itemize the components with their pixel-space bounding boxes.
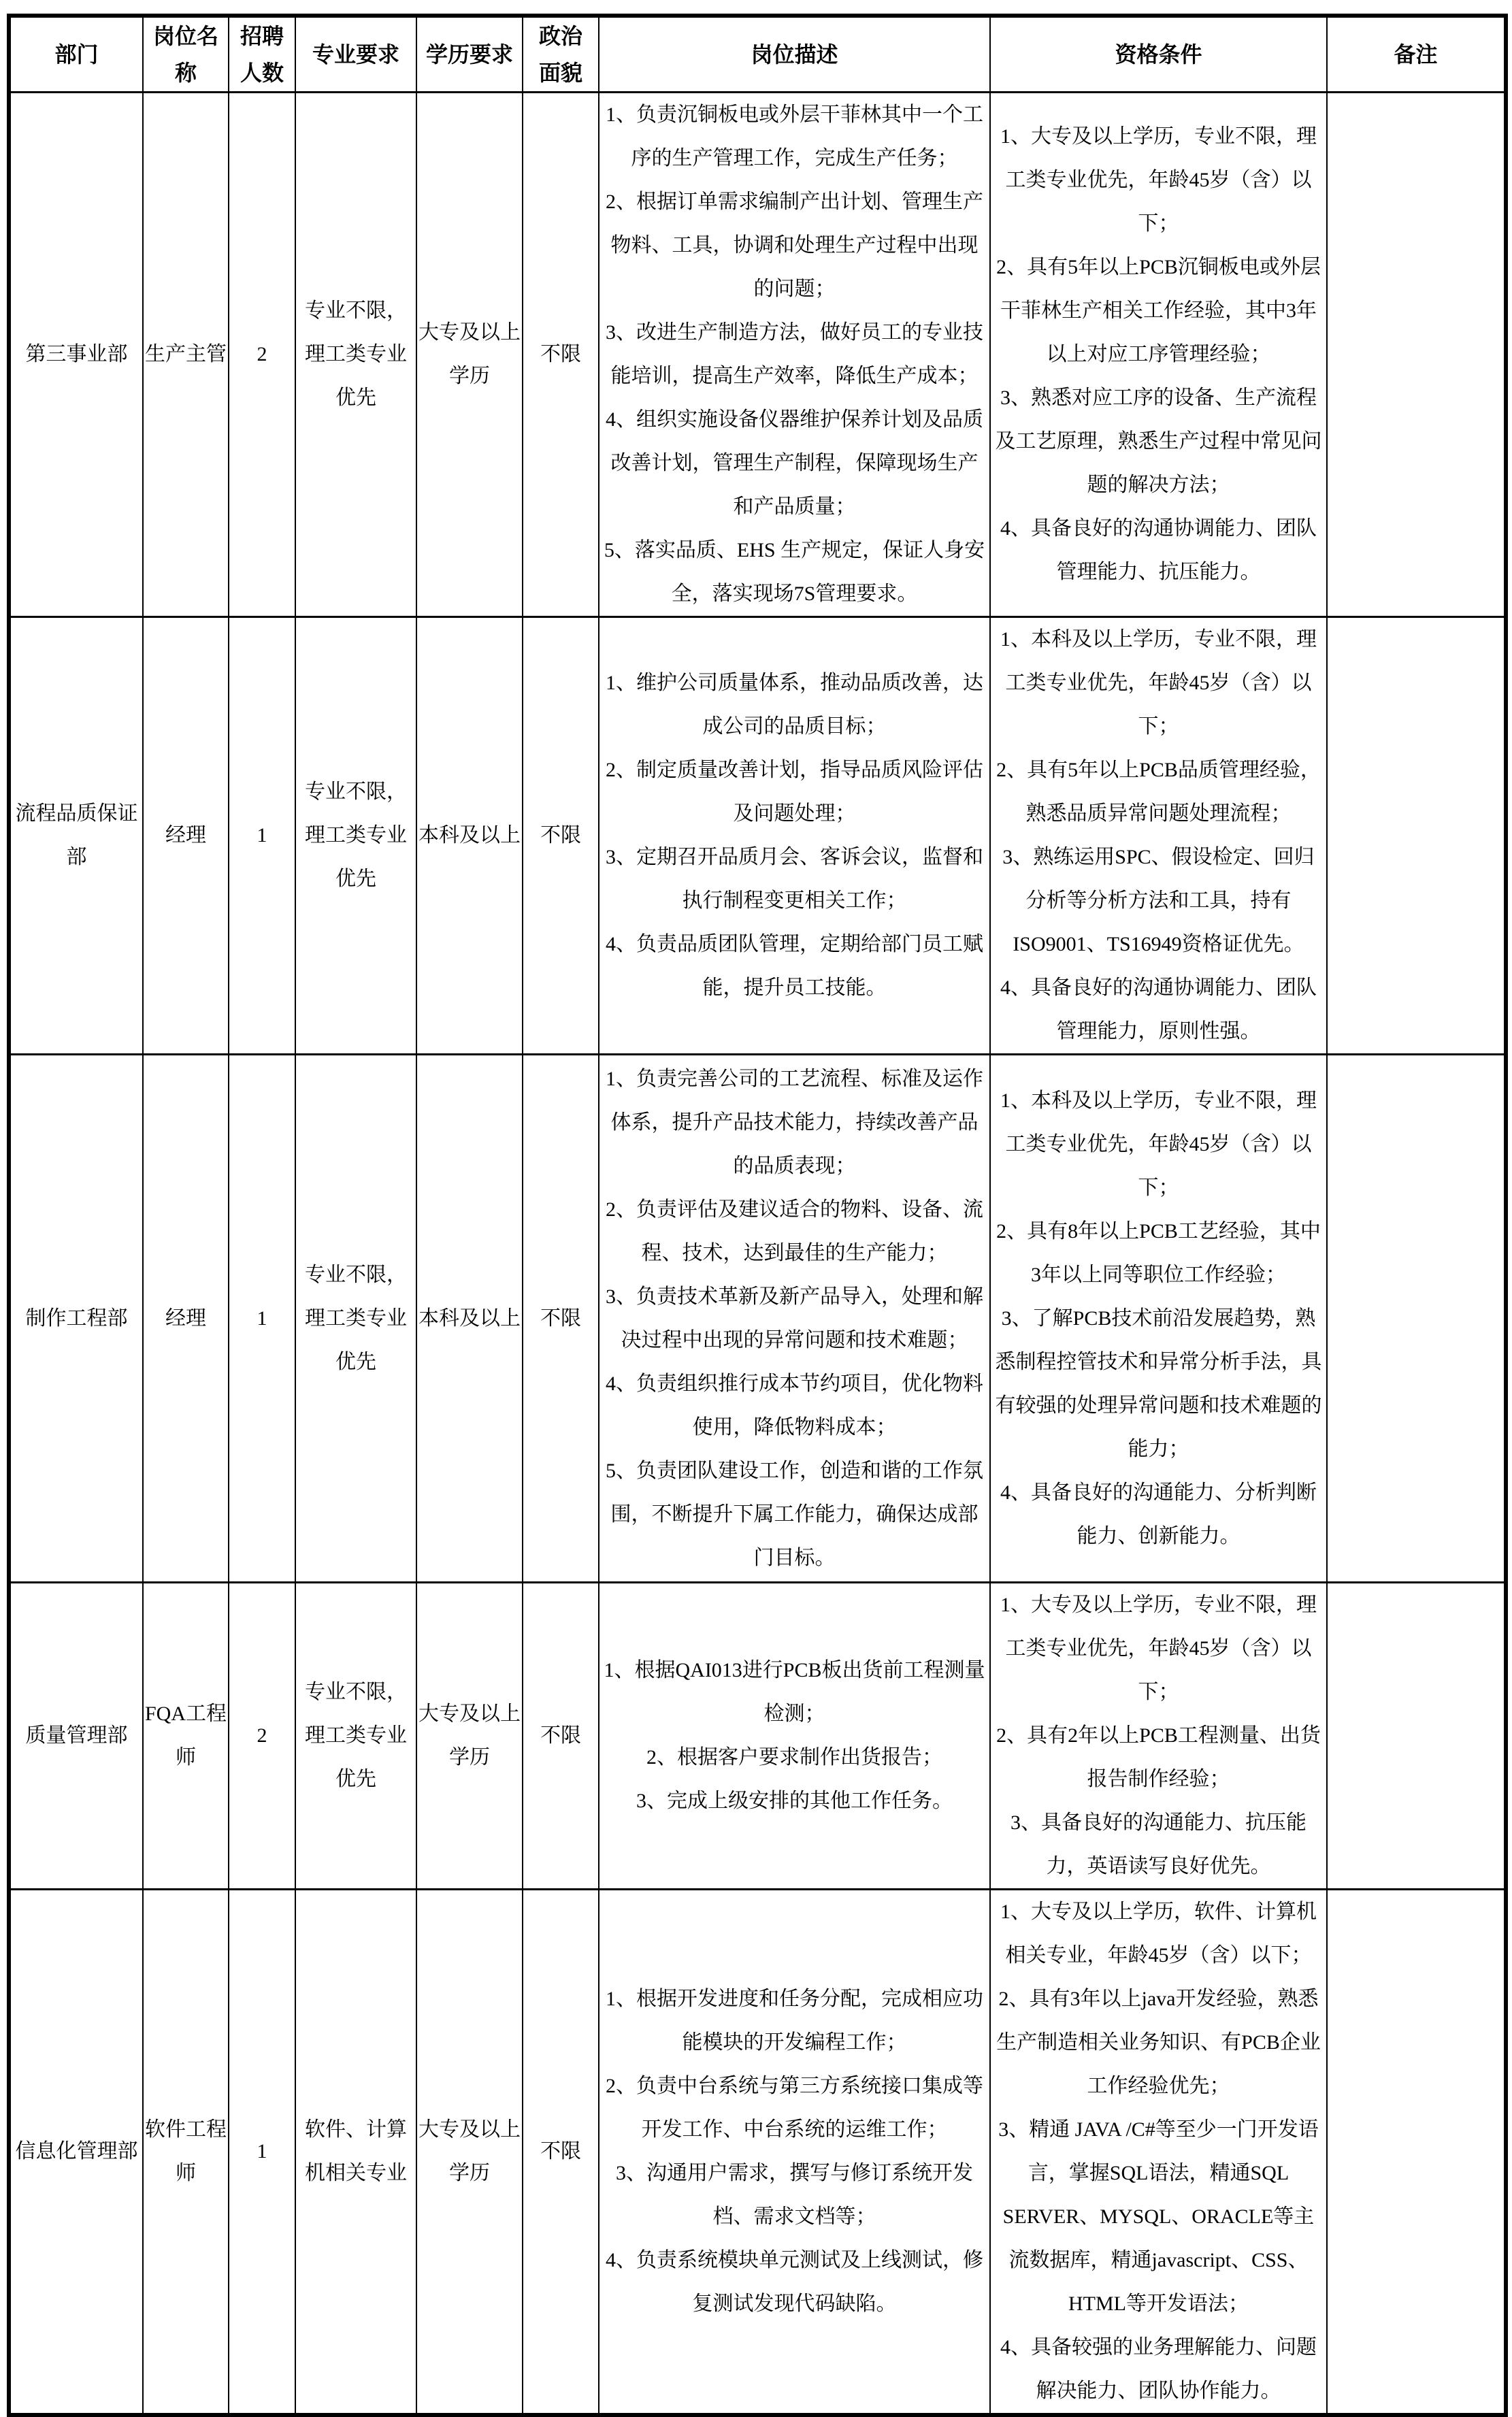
list-item-text: 4、负责品质团队管理，定期给部门员工赋能，提升员工技能。 — [606, 933, 983, 999]
list-item-text: 2、具有5年以上PCB品质管理经验，熟悉品质异常问题处理流程； — [996, 759, 1321, 825]
cell-remark — [1327, 93, 1506, 617]
list-item-text: 2、负责中台系统与第三方系统接口集成等开发工作、中台系统的运维工作； — [606, 2075, 983, 2141]
list-item-text: 4、负责系统模块单元测试及上线测试，修复测试发现代码缺陷。 — [606, 2249, 983, 2315]
cell-education: 大专及以上学历 — [416, 93, 523, 617]
list-item-text: 4、具备良好的沟通协调能力、团队管理能力、抗压能力。 — [1000, 517, 1317, 583]
list-item-text: 1、负责沉铜板电或外层干菲林其中一个工序的生产管理工作，完成生产任务； — [606, 103, 983, 169]
list-item-text: 3、了解PCB技术前沿发展趋势，熟悉制程控管技术和异常分析手法，具有较强的处理异常问题和技术难题的能力； — [995, 1306, 1322, 1460]
cell-department: 质量管理部 — [9, 1583, 143, 1890]
list-item-text: 1、根据QAI013进行PCB板出货前工程测量检测； — [604, 1659, 985, 1725]
table-row — [9, 1583, 1506, 1890]
header-education: 学历要求 — [416, 16, 523, 93]
cell-job-description — [599, 1890, 990, 2416]
list-item-text: 2、具有5年以上PCB沉铜板电或外层干菲林生产相关工作经验，其中3年以上对应工序管理经验； — [996, 256, 1321, 365]
table-row — [9, 93, 1506, 617]
list-item-text: 3、熟练运用SPC、假设检定、回归分析等分析方法和工具，持有ISO9001、TS16949资格证优先。 — [1002, 846, 1315, 955]
list-item-text: 2、具有8年以上PCB工艺经验，其中3年以上同等职位工作经验； — [996, 1219, 1321, 1286]
list-item-text: 1、负责完善公司的工艺流程、标准及运作体系，提升产品技术能力，持续改善产品的品质表现； — [606, 1067, 983, 1177]
cell-remark — [1327, 1583, 1506, 1890]
cell-major: 软件、计算机相关专业 — [295, 1890, 416, 2416]
cell-major: 专业不限，理工类专业优先 — [295, 1055, 416, 1583]
header-remarks: 备注 — [1327, 16, 1506, 93]
list-item-text: 5、落实品质、EHS 生产规定，保证人身安全，落实现场7S管理要求。 — [604, 539, 985, 605]
list-item-text: 4、组织实施设备仪器维护保养计划及品质改善计划，管理生产制程，保障现场生产和产品质量； — [606, 408, 983, 518]
list-item-text: 2、具有2年以上PCB工程测量、出货报告制作经验； — [996, 1724, 1321, 1790]
cell-position: 软件工程师 — [143, 1890, 229, 2416]
cell-qualifications — [990, 617, 1327, 1055]
list-item-text: 3、改进生产制造方法，做好员工的专业技能培训，提高生产效率，降低生产成本； — [606, 321, 983, 387]
cell-political-status: 不限 — [523, 617, 599, 1055]
cell-political-status: 不限 — [523, 1890, 599, 2416]
list-item-text: 1、大专及以上学历，专业不限，理工类专业优先，年龄45岁（含）以下； — [1000, 1594, 1317, 1703]
list-item-text: 3、熟悉对应工序的设备、生产流程及工艺原理，熟悉生产过程中常见问题的解决方法； — [995, 387, 1322, 496]
list-item-text: 1、本科及以上学历，专业不限，理工类专业优先，年龄45岁（含）以下； — [1000, 1089, 1317, 1199]
cell-department: 第三事业部 — [9, 93, 143, 617]
cell-remark — [1327, 1890, 1506, 2416]
cell-qualifications — [990, 93, 1327, 617]
list-item-text: 2、根据客户要求制作出货报告； — [646, 1746, 942, 1769]
cell-political-status: 不限 — [523, 1583, 599, 1890]
header-department: 部门 — [9, 16, 143, 93]
table-row — [9, 617, 1506, 1055]
cell-education: 本科及以上 — [416, 617, 523, 1055]
list-item-text: 1、大专及以上学历，专业不限，理工类专业优先，年龄45岁（含）以下； — [1000, 125, 1317, 235]
list-item-text: 1、大专及以上学历，软件、计算机相关专业，年龄45岁（含）以下； — [1000, 1901, 1317, 1967]
header-headcount: 招聘人数 — [229, 16, 295, 93]
header-qualifications: 资格条件 — [990, 16, 1327, 93]
list-item-text: 4、具备良好的沟通协调能力、团队管理能力，原则性强。 — [1000, 976, 1317, 1042]
cell-major: 专业不限，理工类专业优先 — [295, 1583, 416, 1890]
list-item-text: 1、本科及以上学历，专业不限，理工类专业优先，年龄45岁（含）以下； — [1000, 628, 1317, 738]
list-item-text: 2、负责评估及建议适合的物料、设备、流程、技术，达到最佳的生产能力； — [606, 1198, 983, 1264]
cell-major: 专业不限，理工类专业优先 — [295, 617, 416, 1055]
cell-department: 信息化管理部 — [9, 1890, 143, 2416]
list-item-text: 2、具有3年以上java开发经验，熟悉生产制造相关业务知识、有PCB企业工作经验优先； — [996, 1988, 1321, 2097]
cell-headcount: 1 — [229, 1055, 295, 1583]
cell-headcount: 1 — [229, 617, 295, 1055]
cell-education: 本科及以上 — [416, 1055, 523, 1583]
list-item-text: 4、具备良好的沟通能力、分析判断能力、创新能力。 — [1000, 1481, 1317, 1547]
cell-job-description — [599, 1055, 990, 1583]
cell-position: FQA工程师 — [143, 1583, 229, 1890]
cell-qualifications — [990, 1890, 1327, 2416]
list-item-text: 3、具备良好的沟通能力、抗压能力，英语读写良好优先。 — [1010, 1811, 1306, 1877]
job-table — [7, 14, 1508, 2417]
header-job-description: 岗位描述 — [599, 16, 990, 93]
cell-headcount: 2 — [229, 93, 295, 617]
list-item-text: 4、具备较强的业务理解能力、问题解决能力、团队协作能力。 — [1000, 2336, 1317, 2402]
cell-job-description — [599, 617, 990, 1055]
list-item-text: 4、负责组织推行成本节约项目，优化物料使用，降低物料成本； — [606, 1372, 983, 1438]
cell-qualifications — [990, 1055, 1327, 1583]
table-row — [9, 1890, 1506, 2416]
list-item-text: 5、负责团队建设工作，创造和谐的工作氛围，不断提升下属工作能力，确保达成部门目标。 — [606, 1459, 983, 1569]
list-item-text: 2、制定质量改善计划，指导品质风险评估及问题处理； — [606, 759, 983, 825]
cell-education: 大专及以上学历 — [416, 1890, 523, 2416]
list-item-text: 1、根据开发进度和任务分配，完成相应功能模块的开发编程工作； — [606, 1988, 983, 2054]
cell-major: 专业不限，理工类专业优先 — [295, 93, 416, 617]
list-item-text: 1、维护公司质量体系，推动品质改善，达成公司的品质目标； — [606, 672, 983, 738]
list-item-text: 3、定期召开品质月会、客诉会议，监督和执行制程变更相关工作； — [606, 846, 983, 912]
cell-headcount: 1 — [229, 1890, 295, 2416]
list-item-text: 3、完成上级安排的其他工作任务。 — [636, 1790, 953, 1812]
list-item-text: 3、精通 JAVA /C#等至少一门开发语言，掌握SQL语法，精通SQL SERVER、MYSQL、ORACLE等主流数据库，精通javascript、CSS、HTML等开发语法； — [998, 2118, 1319, 2315]
header-row — [9, 16, 1506, 93]
list-item-text: 3、负责技术革新及新产品导入，处理和解决过程中出现的异常问题和技术难题； — [606, 1285, 983, 1351]
cell-department: 制作工程部 — [9, 1055, 143, 1583]
cell-political-status: 不限 — [523, 1055, 599, 1583]
cell-political-status: 不限 — [523, 93, 599, 617]
cell-position: 经理 — [143, 617, 229, 1055]
list-item-text: 2、根据订单需求编制产出计划、管理生产物料、工具，协调和处理生产过程中出现的问题； — [606, 191, 983, 300]
cell-education: 大专及以上学历 — [416, 1583, 523, 1890]
cell-headcount: 2 — [229, 1583, 295, 1890]
cell-position: 经理 — [143, 1055, 229, 1583]
header-political-status: 政治面貌 — [523, 16, 599, 93]
list-item-text: 3、沟通用户需求，撰写与修订系统开发档、需求文档等； — [616, 2162, 973, 2228]
cell-job-description — [599, 93, 990, 617]
cell-qualifications — [990, 1583, 1327, 1890]
header-position: 岗位名称 — [143, 16, 229, 93]
cell-remark — [1327, 617, 1506, 1055]
cell-position: 生产主管 — [143, 93, 229, 617]
table-row — [9, 1055, 1506, 1583]
header-major: 专业要求 — [295, 16, 416, 93]
cell-department: 流程品质保证部 — [9, 617, 143, 1055]
cell-job-description — [599, 1583, 990, 1890]
cell-remark — [1327, 1055, 1506, 1583]
